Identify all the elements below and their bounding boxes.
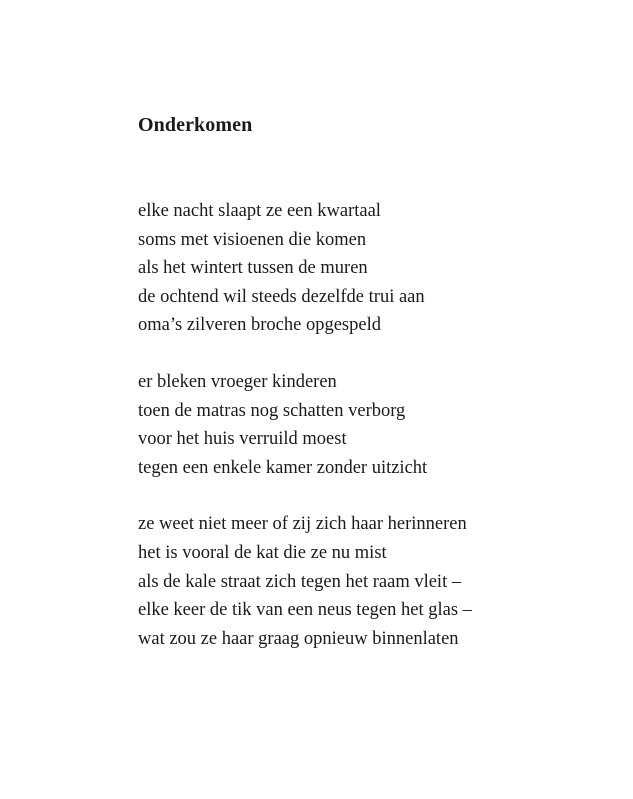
- poem-line: ze weet niet meer of zij zich haar herinneren: [138, 514, 467, 535]
- poem-line: elke keer de tik van een neus tegen het glas –: [138, 600, 472, 621]
- poem-line: er bleken vroeger kinderen: [138, 371, 337, 392]
- poem-line: het is vooral de kat die ze nu mist: [138, 542, 387, 563]
- poem-line: als het wintert tussen de muren: [138, 258, 368, 279]
- poem-body: [138, 197, 598, 681]
- poem-line: toen de matras nog schatten verborg: [138, 400, 406, 421]
- stanza-3: [138, 510, 598, 653]
- poem-line: wat zou ze haar graag opnieuw binnenlaten: [138, 628, 459, 649]
- stanza-2: [138, 368, 598, 482]
- poem-line: elke nacht slaapt ze een kwartaal: [138, 201, 381, 221]
- poem-line: soms met visioenen die komen: [138, 229, 367, 250]
- poem-line: tegen een enkele kamer zonder uitzicht: [138, 457, 428, 478]
- poem-title: Onderkomen: [138, 114, 253, 136]
- stanza-1: [138, 197, 598, 340]
- poem-line: oma’s zilveren broche opgespeld: [138, 315, 381, 336]
- poem-line: voor het huis verruild moest: [138, 429, 347, 450]
- poem-line: de ochtend wil steeds dezelfde trui aan: [138, 286, 425, 307]
- poem-line: als de kale straat zich tegen het raam vleit –: [138, 571, 462, 592]
